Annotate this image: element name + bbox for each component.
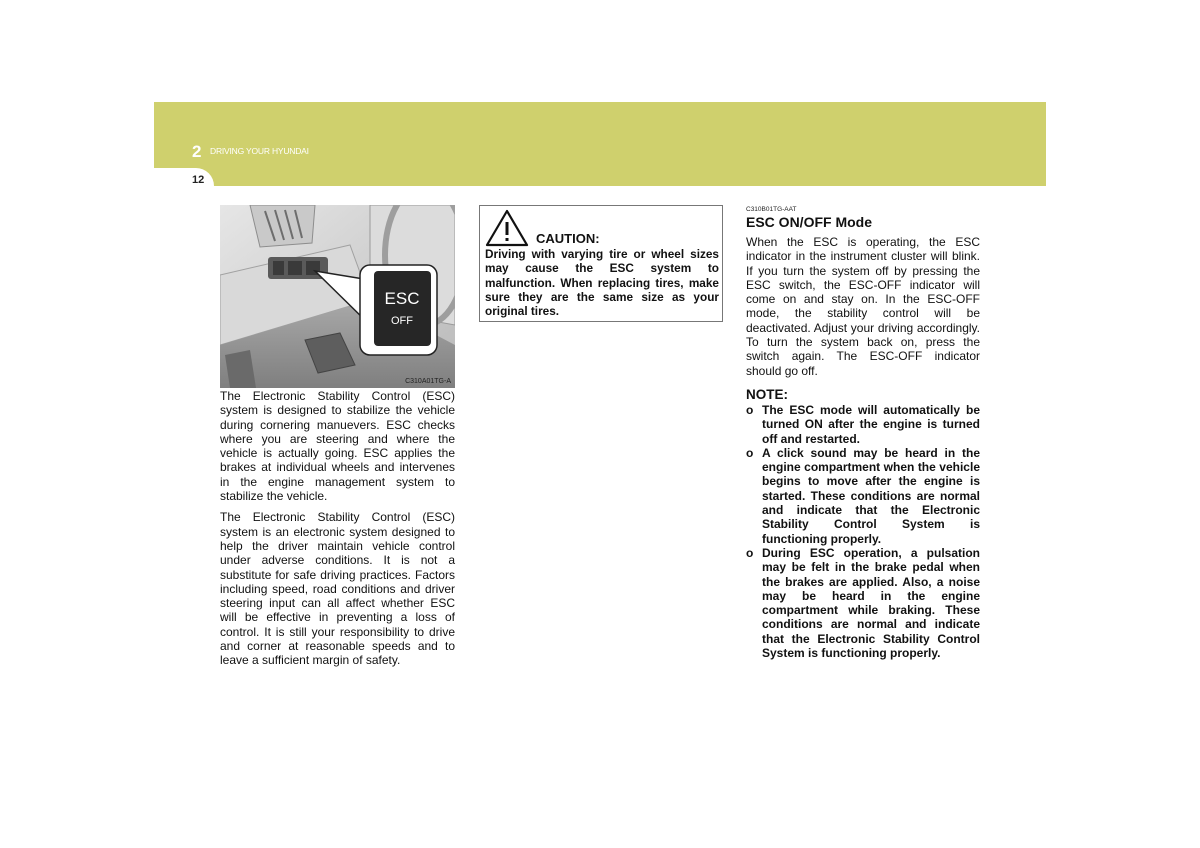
- caution-title: CAUTION:: [536, 231, 600, 246]
- page-number-tab: [154, 168, 214, 186]
- figure-code: C310A01TG-A: [405, 378, 451, 385]
- note-item: [746, 446, 980, 546]
- note-text: A click sound may be heard in the engine compartment when the vehicle begins to move after the engine is started. These conditions are normal and indicate that the Electronic Stability Control System is functioning properly.: [762, 445, 980, 546]
- intro-paragraph: The Electronic Stability Control (ESC) system is an electronic system designed to help the driver maintain vehicle control under adverse conditions. It is not a substitute for safe driving practices. Factors including speed, road conditions and driver steering input can all affect whether ESC will be effective in preventing a loss of control. It is still your responsibility to drive and corner at reasonable speeds and to leave a sufficient margin of safety.: [220, 510, 455, 668]
- esc-button-label: ESC: [384, 289, 420, 308]
- note-text: The ESC mode will automatically be turned ON after the engine is turned off and restarted.: [762, 402, 980, 446]
- note-bullet: o: [746, 402, 754, 417]
- note-item: [746, 403, 980, 446]
- note-item: [746, 546, 980, 660]
- warning-triangle-icon: [485, 209, 529, 247]
- intro-text: [220, 389, 455, 668]
- note-bullet: o: [746, 445, 754, 460]
- esc-mode-section: [746, 206, 980, 660]
- chapter-title: DRIVING YOUR HYUNDAI: [210, 146, 309, 156]
- caution-text: Driving with varying tire or wheel sizes may cause the ESC system to malfunction. When replacing tires, make sure they are the same size as your original tires.: [485, 247, 719, 319]
- intro-paragraph: The Electronic Stability Control (ESC) system is designed to stabilize the vehicle during cornering manuevers. ESC checks where you are steering and where the vehicle is actually going. ESC applies the brakes at individual wheels and intervenes in the engine management system to stabilize the vehicle.: [220, 389, 455, 504]
- section-body: When the ESC is operating, the ESC indicator in the instrument cluster will blink. If you turn the system off by pressing the ESC switch, the ESC-OFF indicator will come on and stay on. In the ESC-OFF mode, the stability control will be deactivated. Adjust your driving accordingly. To turn the system back on, press the switch again. The ESC-OFF indicator should go off.: [746, 235, 980, 378]
- off-button-label: OFF: [391, 315, 413, 327]
- section-code: C310B01TG-AAT: [746, 206, 797, 213]
- chapter-number: 2: [192, 142, 202, 161]
- dashboard-illustration: [220, 205, 455, 388]
- note-text: During ESC operation, a pulsation may be felt in the brake pedal when the brakes are applied. Also, a noise may be heard in the engine compartment while braking. These conditions are normal and indicate that the Electronic Stability Control System is functioning properly.: [762, 545, 980, 661]
- header-band: [154, 102, 1046, 186]
- caution-box: [479, 205, 723, 322]
- note-list: [746, 403, 980, 660]
- note-title: NOTE:: [746, 386, 788, 402]
- section-title: ESC ON/OFF Mode: [746, 214, 872, 230]
- esc-switch-photo: [220, 205, 455, 388]
- page-number: 12: [192, 174, 205, 186]
- note-bullet: o: [746, 545, 754, 560]
